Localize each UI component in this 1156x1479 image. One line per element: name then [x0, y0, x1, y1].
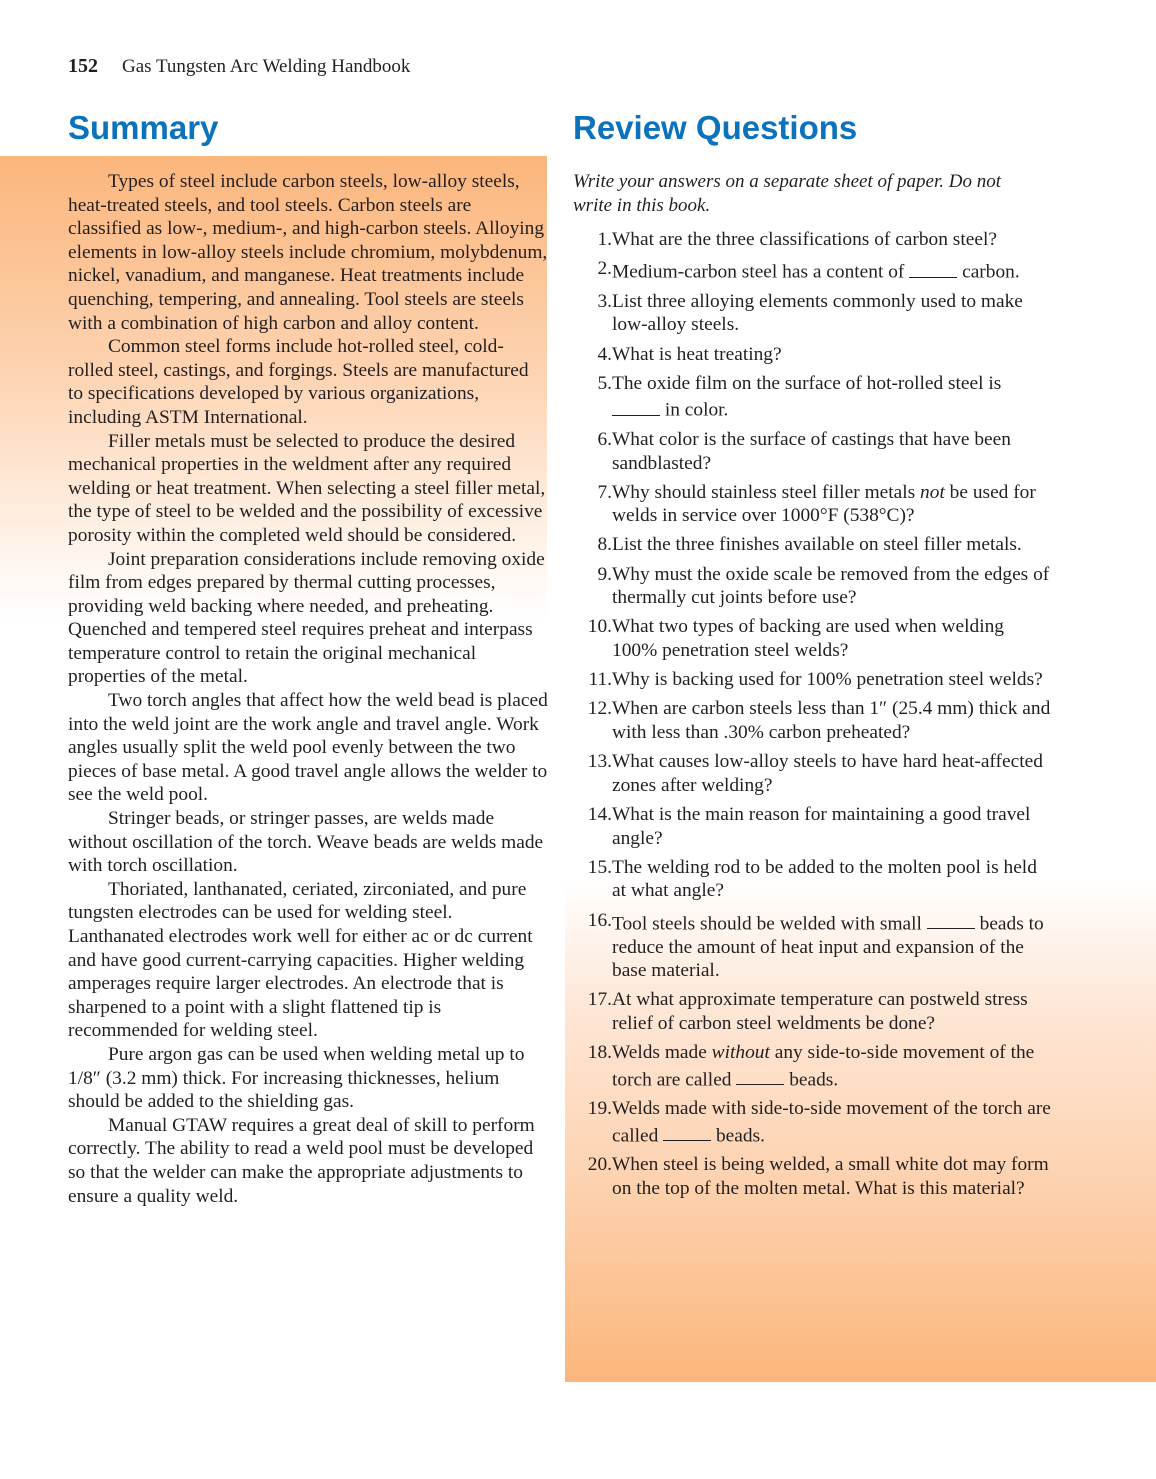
question-item: [573, 856, 1053, 903]
question-item: [573, 668, 1053, 692]
question-text: Welds made with side-to-side movement of the torch are called beads.: [612, 1098, 1051, 1147]
question-item: [573, 1153, 1053, 1200]
question-number: 9.: [597, 563, 612, 585]
question-text: Welds made without any side-to-side movement of the torch are called beads.: [612, 1042, 1035, 1091]
answer-blank: [663, 1121, 711, 1141]
review-questions-heading: Review Questions: [573, 109, 858, 146]
answer-blank: [736, 1065, 784, 1085]
question-item: [573, 228, 1053, 252]
question-item: [573, 909, 1053, 983]
question-text: Why is backing used for 100% penetration steel welds?: [612, 669, 1043, 691]
question-number: 7.: [597, 481, 612, 503]
question-text: At what approximate temperature can postweld stress relief of carbon steel weldments be done?: [612, 989, 1028, 1034]
question-text: Why must the oxide scale be removed from the edges of thermally cut joints before use?: [612, 563, 1050, 609]
question-number: 16.: [587, 909, 612, 931]
question-text: What color is the surface of castings that have been sandblasted?: [612, 428, 1011, 474]
review-question-list: [573, 228, 1053, 1206]
summary-paragraph: Manual GTAW requires a great deal of skill to perform correctly. The ability to read a weld pool must be developed so that the welder can make the appropriate adjustments to ensure a quality weld.: [68, 1114, 535, 1207]
question-text: When are carbon steels less than 1″ (25.4 mm) thick and with less than .30% carbon preheated?: [612, 698, 1051, 743]
book-title: Gas Tungsten Arc Welding Handbook: [122, 56, 411, 77]
question-item: [573, 290, 1053, 337]
question-number: 1.: [597, 229, 612, 250]
question-item: [573, 1097, 1053, 1148]
question-text: The oxide film on the surface of hot-rolled steel is in color.: [612, 372, 1002, 421]
question-text: The welding rod to be added to the molten pool is held at what angle?: [612, 856, 1037, 902]
question-text: List three alloying elements commonly used to make low-alloy steels.: [612, 290, 1023, 336]
question-item: [573, 697, 1053, 744]
summary-paragraph: Pure argon gas can be used when welding metal up to 1/8″ (3.2 mm) thick. For increasing thicknesses, helium should be added to the shielding gas.: [68, 1043, 525, 1113]
question-number: 15.: [587, 856, 612, 878]
question-number: 14.: [587, 803, 612, 825]
question-item: [573, 372, 1053, 423]
question-item: [573, 988, 1053, 1035]
question-item: [573, 563, 1053, 610]
question-item: [573, 750, 1053, 797]
question-item: [573, 615, 1053, 662]
answer-blank: [909, 257, 957, 277]
question-text: Medium-carbon steel has a content of carbon.: [612, 257, 1053, 284]
running-head: [68, 54, 410, 79]
question-item: [573, 257, 1053, 284]
summary-paragraph: Filler metals must be selected to produce the desired mechanical properties in the weldment after any required welding or heat treatment. When selecting a steel filler metal, the type of steel to be welded and the possibility of excessive porosity within the completed weld should be considered.: [68, 430, 546, 546]
question-number: 5.: [597, 372, 612, 394]
question-number: 13.: [587, 751, 612, 773]
question-item: [573, 533, 1053, 557]
page-number: 152: [68, 55, 98, 77]
question-text: What two types of backing are used when welding 100% penetration steel welds?: [612, 616, 1005, 662]
question-number: 10.: [587, 616, 612, 638]
summary-heading: Summary: [68, 109, 219, 146]
question-text: When steel is being welded, a small white dot may form on the top of the molten metal. What is this material?: [612, 1154, 1049, 1200]
question-number: 3.: [597, 290, 612, 312]
summary-paragraph: Stringer beads, or stringer passes, are welds made without oscillation of the torch. Weave beads are welds made with torch oscillation.: [68, 808, 544, 877]
question-number: 20.: [587, 1154, 612, 1176]
question-number: 12.: [587, 698, 612, 720]
answer-blank: [612, 395, 660, 415]
question-number: 6.: [597, 428, 612, 450]
summary-paragraph: Types of steel include carbon steels, low-alloy steels, heat-treated steels, and tool steels. Carbon steels are classified as low-, medium-, and high-carbon steels. Alloying elements in low-alloy steels include chromium, molybdenum, nickel, vanadium, and manganese. Heat treatments include quenching, tempering, and annealing. Tool steels are steels with a combination of high carbon and alloy content.: [68, 171, 548, 334]
question-number: 11.: [588, 669, 612, 691]
question-item: [573, 1041, 1053, 1092]
question-item: [573, 803, 1053, 850]
answer-blank: [927, 909, 975, 929]
question-number: 18.: [587, 1042, 612, 1064]
question-number: 19.: [587, 1098, 612, 1120]
question-text: Tool steels should be welded with small beads to reduce the amount of heat input and expansion of the base material.: [612, 909, 1053, 983]
question-text: What is heat treating?: [612, 343, 782, 365]
summary-paragraph: Common steel forms include hot-rolled steel, cold-rolled steel, castings, and forgings. Steels are manufactured to specifications developed by various organizations, including ASTM International.: [68, 336, 529, 428]
question-number: 2.: [597, 258, 612, 280]
question-item: [573, 343, 1053, 367]
summary-body: [68, 170, 548, 1208]
question-text: List the three finishes available on steel filler metals.: [612, 534, 1022, 556]
summary-paragraph: Two torch angles that affect how the weld bead is placed into the weld joint are the work angle and travel angle. Work angles usually split the weld pool evenly between the two pieces of base metal. A good travel angle allows the welder to see the weld pool.: [68, 690, 548, 806]
question-number: 4.: [597, 343, 612, 365]
question-item: [573, 428, 1053, 475]
question-number: 8.: [597, 534, 612, 556]
question-text: What are the three classifications of carbon steel?: [612, 229, 997, 250]
question-text: What causes low-alloy steels to have hard heat-affected zones after welding?: [612, 751, 1043, 796]
question-item: [573, 481, 1053, 528]
summary-paragraph: Thoriated, lanthanated, ceriated, zirconiated, and pure tungsten electrodes can be used for welding steel. Lanthanated electrodes work well for either ac or dc current and have good current-carrying capacities. Higher welding amperages require larger electrodes. An electrode that is sharpened to a point with a slight flattened tip is recommended for welding steel.: [68, 878, 533, 1042]
question-text: What is the main reason for maintaining a good travel angle?: [612, 803, 1031, 849]
question-text: Why should stainless steel filler metals not be used for welds in service over 1000°F (538°C)?: [612, 481, 1036, 527]
summary-paragraph: Joint preparation considerations include removing oxide film from edges prepared by thermal cutting processes, providing weld backing where needed, and preheating. Quenched and tempered steel requires preheat and interpass temperature control to retain the original mechanical properties of the metal.: [68, 548, 545, 688]
question-number: 17.: [587, 989, 612, 1011]
review-instructions: Write your answers on a separate sheet of paper. Do not write in this book.: [573, 171, 1002, 216]
